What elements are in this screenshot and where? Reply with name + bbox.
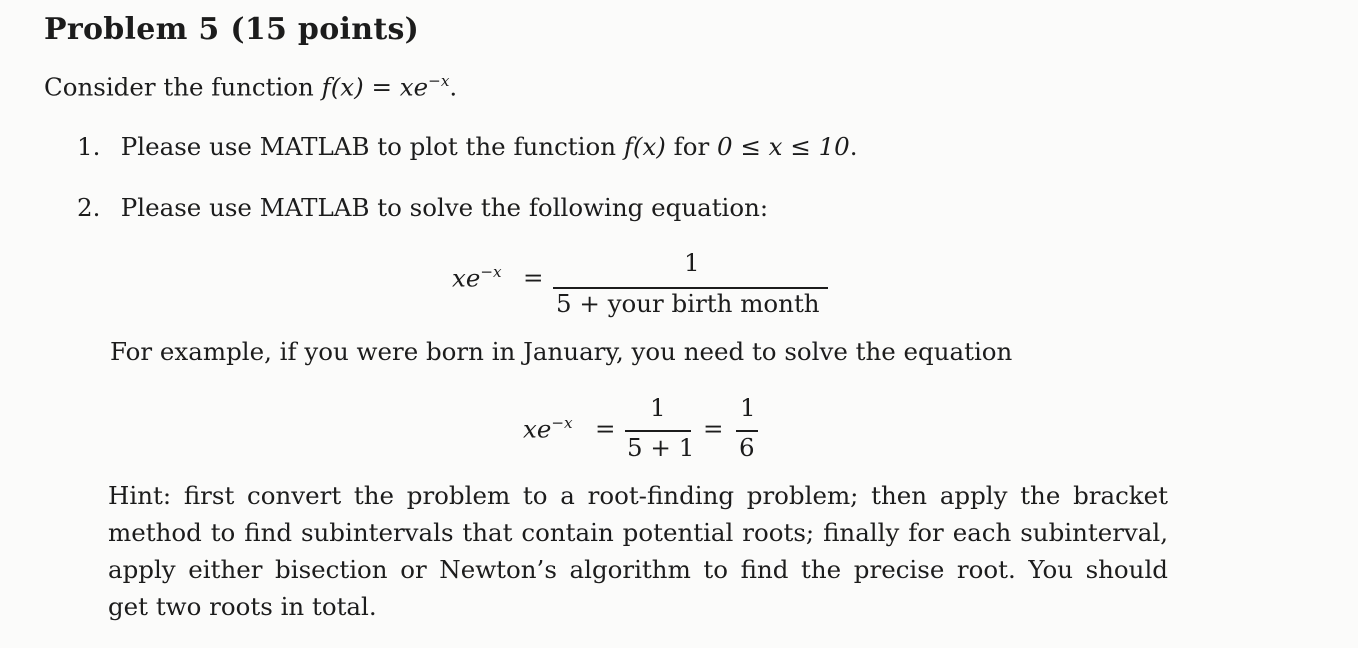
item-text: Please use MATLAB to solve the following equation: <box>120 193 769 222</box>
equation-equals: = <box>703 414 724 443</box>
list-item <box>77 132 858 161</box>
intro-period: . <box>449 72 458 102</box>
equation-denominator: 5 + 1 <box>627 433 695 462</box>
item-function: f(x) <box>623 132 666 161</box>
equation-equals: = <box>523 263 544 292</box>
item-text: Please use MATLAB to plot the function <box>120 132 617 161</box>
item-number: 1. <box>77 132 101 161</box>
fraction-bar <box>736 430 758 432</box>
example-sentence: For example, if you were born in January, you need to solve the equation <box>110 337 1013 366</box>
hint-line: get two roots in total. <box>108 592 377 621</box>
equation-denominator: 5 + your birth month <box>556 289 820 318</box>
item-range: 0 ≤ x ≤ 10 <box>716 132 850 161</box>
equation-numerator: 1 <box>740 393 756 422</box>
fraction-bar <box>625 430 691 432</box>
intro-text: Consider the function <box>44 72 314 102</box>
hint-paragraph <box>108 477 1168 625</box>
hint-line: Hint: first convert the problem to a root-finding problem; then apply the bracket <box>108 481 1168 510</box>
equation-lhs-exponent: −x <box>551 414 573 432</box>
equation-lhs: $xe^{-x}$ <box>523 414 573 444</box>
intro-function-rhs: xe <box>399 72 429 102</box>
list-item <box>77 193 768 222</box>
equation-denominator: 6 <box>739 433 755 462</box>
equation-lhs: $xe^{-x}$ <box>452 263 502 293</box>
item-number: 2. <box>77 193 101 222</box>
intro-sentence <box>44 72 457 101</box>
intro-function-lhs: f(x) <box>321 72 364 102</box>
equation-equals: = <box>595 414 616 443</box>
intro-equals: = <box>371 72 392 102</box>
item-range-word: for <box>673 132 710 161</box>
hint-line: method to find subintervals that contain potential roots; finally for each subinterval, <box>108 518 1168 547</box>
equation-numerator: 1 <box>650 393 666 422</box>
intro-function-exponent: −x <box>428 72 450 90</box>
problem-heading: Problem 5 (15 points) <box>44 12 420 47</box>
equation-lhs-exponent: −x <box>480 263 502 281</box>
hint-line: apply either bisection or Newton’s algorithm to find the precise root. You should <box>108 555 1168 584</box>
item-period: . <box>849 132 858 161</box>
equation-numerator: 1 <box>684 248 700 277</box>
